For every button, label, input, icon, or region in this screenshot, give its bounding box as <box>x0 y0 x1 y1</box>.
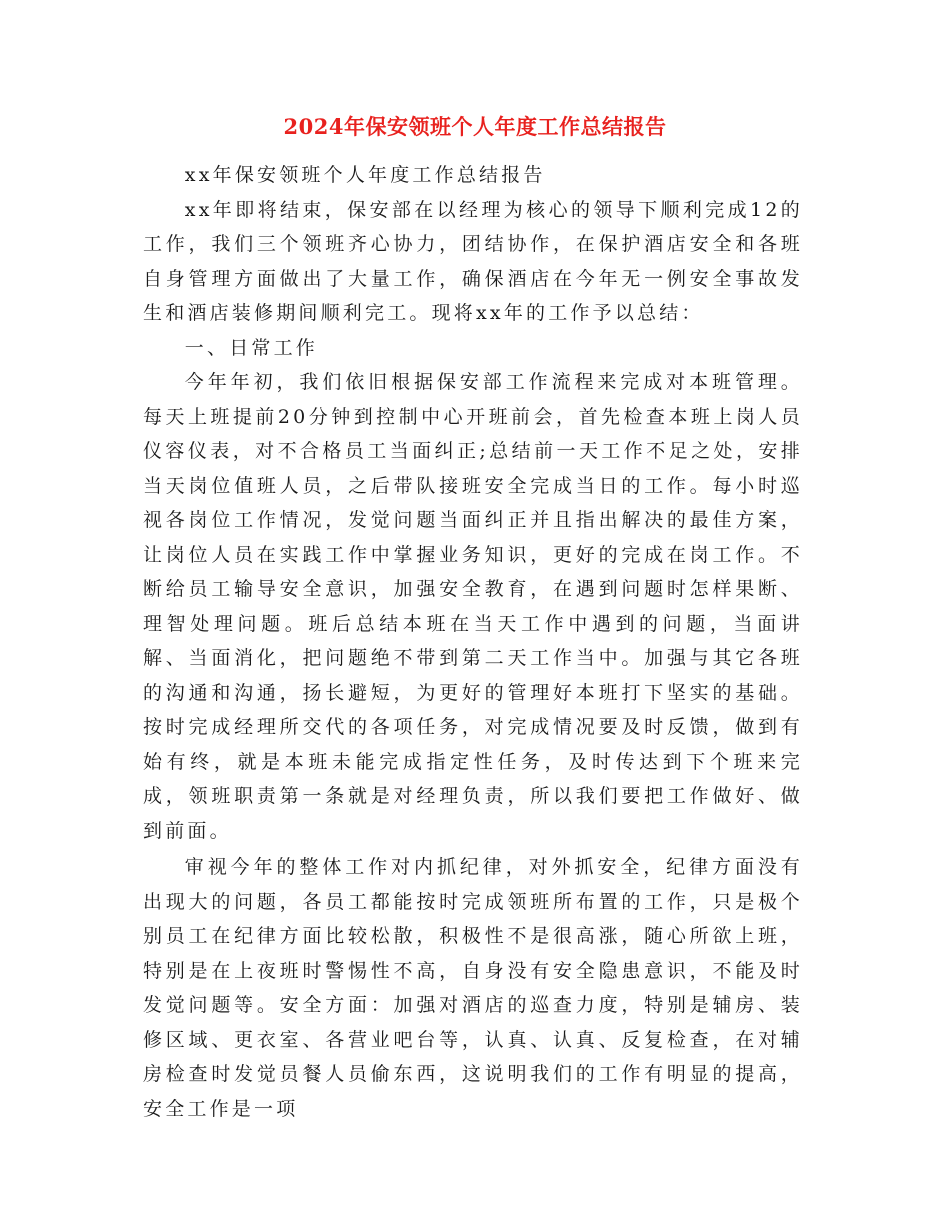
review-paragraph: 审视今年的整体工作对内抓纪律，对外抓安全，纪律方面没有出现大的问题，各员工都能按时完成领班所布置的工作，只是极个别员工在纪律方面比较松散，积极性不是很高涨，随心所欲上班，特别是在上夜班时警惕性不高，自身没有安全隐患意识，不能及时发觉问题等。安全方面：加强对酒店的巡查力度，特别是辅房、装修区域、更衣室、各营业吧台等，认真、认真、反复检查，在对辅房检查时发觉员餐人员偷东西，这说明我们的工作有明显的提高，安全工作是一项 <box>143 856 803 1120</box>
daily-work-paragraph: 今年年初，我们依旧根据保安部工作流程来完成对本班管理。每天上班提前20分钟到控制中心开班前会，首先检查本班上岗人员仪容仪表，对不合格员工当面纠正;总结前一天工作不足之处，安排当天岗位值班人员，之后带队接班安全完成当日的工作。每小时巡视各岗位工作情况，发觉问题当面纠正并且指出解决的最佳方案，让岗位人员在实践工作中掌握业务知识，更好的完成在岗工作。不断给员工输导安全意识，加强安全教育，在遇到问题时怎样果断、理智处理问题。班后总结本班在当天工作中遇到的问题，当面讲解、当面消化，把问题绝不带到第二天工作当中。加强与其它各班的沟通和沟通，扬长避短，为更好的管理好本班打下坚实的基础。按时完成经理所交代的各项任务，对完成情况要及时反馈，做到有始有终，就是本班未能完成指定性任务，及时传达到下个班来完成，领班职责第一条就是对经理负责，所以我们要把工作做好、做到前面。 <box>143 371 803 842</box>
document-body <box>143 158 803 1126</box>
section-heading: 一、日常工作 <box>184 336 318 359</box>
intro-paragraph: xx年即将结束，保安部在以经理为核心的领导下顺利完成12的工作，我们三个领班齐心协力，团结协作，在保护酒店安全和各班自身管理方面做出了大量工作，确保酒店在今年无一例安全事故发生和酒店装修期间顺利完工。现将xx年的工作予以总结： <box>143 198 803 324</box>
subtitle-paragraph: xx年保安领班个人年度工作总结报告 <box>184 164 546 186</box>
document-title: 2024年保安领班个人年度工作总结报告 <box>283 114 667 139</box>
